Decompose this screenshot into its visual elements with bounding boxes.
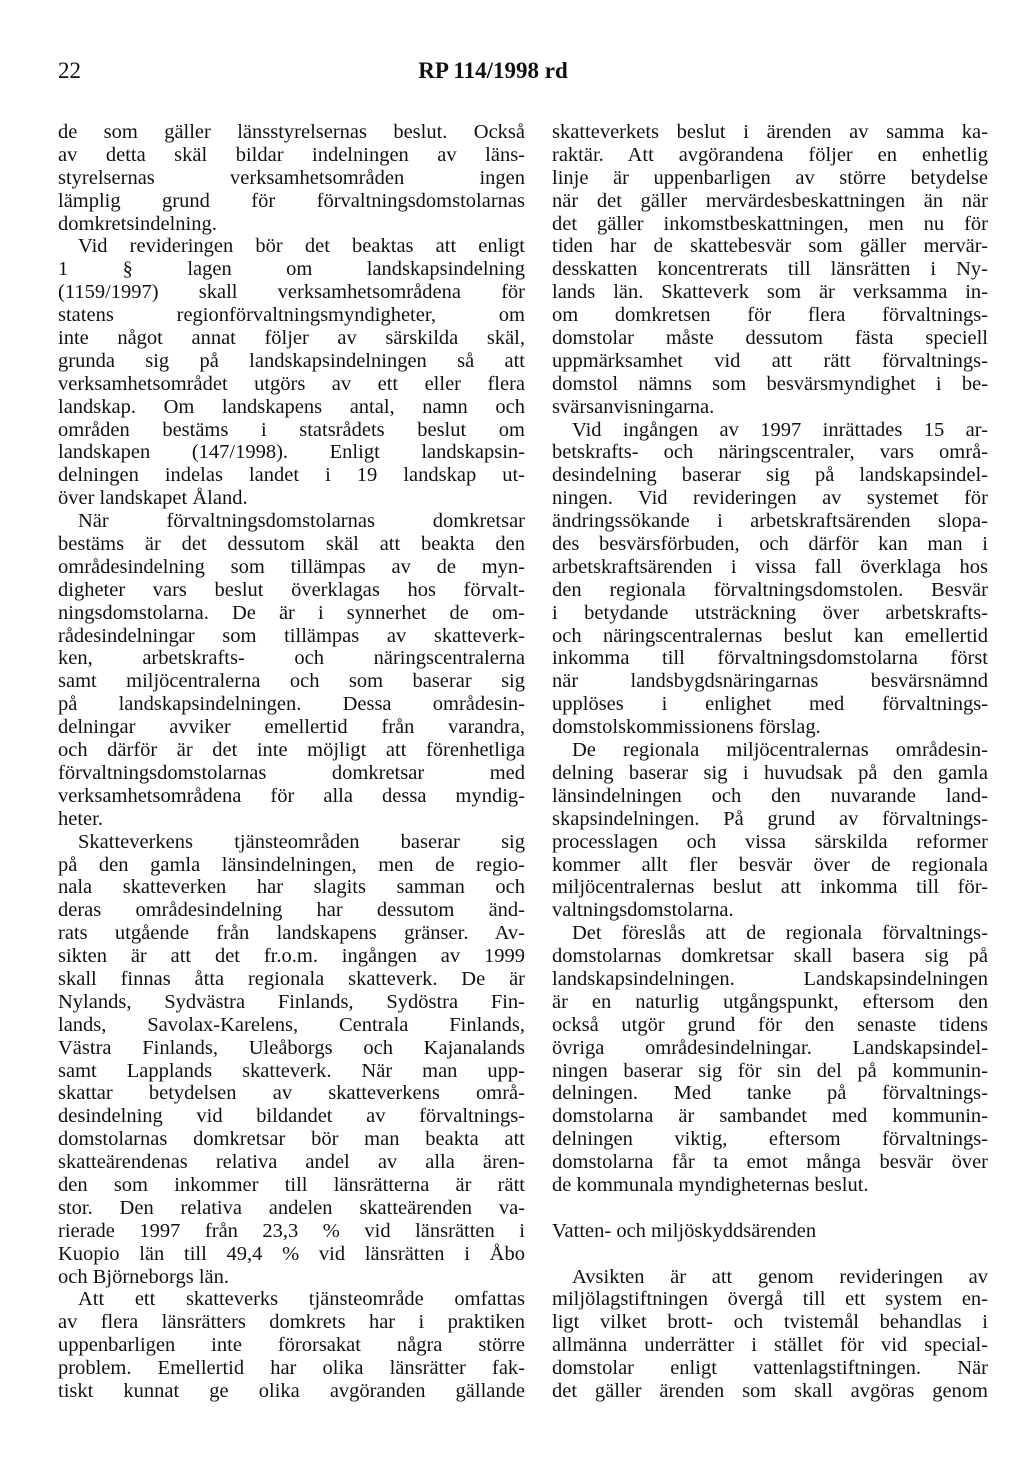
text-line: svärsanvisningarna. — [552, 395, 715, 418]
text-line: delningen indelas landet i 19 landskap ut- — [58, 464, 525, 487]
page-header — [58, 58, 968, 92]
text-line: verksamhetsområdet utgörs av ett eller flera — [58, 372, 525, 395]
text-line: om domkretsen för flera förvaltnings- — [552, 304, 988, 327]
text-line: domstolarna är sambandet med kommunin- — [552, 1105, 988, 1128]
text-line: av detta skäl bildar indelningen av läns- — [58, 143, 525, 166]
text-line: på den gamla länsindelningen, men de regio- — [58, 853, 525, 876]
page-number: 22 — [58, 58, 81, 83]
text-line: stor. Den relativa andelen skatteärenden va- — [58, 1196, 525, 1219]
text-line: miljölagstiftningen övergå till ett system en- — [552, 1288, 988, 1311]
text-line: det gäller ärenden som skall avgöras genom — [552, 1379, 988, 1402]
text-line: grunda sig på landskapsindelningen så att — [58, 349, 525, 372]
text-line: miljöcentralernas beslut att inkomma till för- — [552, 876, 988, 899]
text-line: när landsbygdsnäringarnas besvärsnämnd — [552, 670, 988, 693]
right-column — [552, 121, 988, 1403]
text-line: arbetskraftsärenden i vissa fall överklaga hos — [552, 555, 988, 578]
text-line: heter. — [58, 807, 103, 830]
text-line: de som gäller länsstyrelsernas beslut. Också — [58, 121, 525, 143]
text-line: tiskt kunnat ge olika avgöranden gällande — [58, 1379, 525, 1402]
text-line: När förvaltningsdomstolarnas domkretsar — [78, 510, 525, 533]
text-line: domkretsindelning. — [58, 212, 217, 235]
text-line: den regionala förvaltningsdomstolen. Besvär — [552, 578, 988, 601]
paragraph-gap — [552, 1197, 988, 1220]
text-line: uppenbarligen inte förorsakat några större — [58, 1334, 525, 1357]
text-line: raktär. Att avgörandena följer en enhetlig — [552, 143, 988, 166]
text-line: skattar betydelsen av skatteverkens områ- — [58, 1082, 525, 1105]
text-line: ken, arbetskrafts- och näringscentralerna — [58, 647, 525, 670]
text-line: uppmärksamhet vid att rätt förvaltnings- — [552, 349, 988, 372]
text-line: ningsdomstolarna. De är i synnerhet de om- — [58, 601, 525, 624]
text-line: delning baserar sig i huvudsak på den gamla — [552, 761, 988, 784]
text-line: skatteärendenas relativa andel av alla ären- — [58, 1151, 525, 1174]
text-line: desskatten koncentrerats till länsrätten i Ny- — [552, 258, 988, 281]
text-line: skapsindelningen. På grund av förvaltnings- — [552, 807, 988, 830]
text-line: Det föreslås att de regionala förvaltnings- — [572, 922, 988, 945]
text-line: på landskapsindelningen. Dessa områdesin- — [58, 693, 525, 716]
text-line: (1159/1997) skall verksamhetsområdena för — [58, 281, 525, 304]
text-line: skall finnas åtta regionala skatteverk. De är — [58, 967, 525, 990]
text-line: betskrafts- och näringscentraler, vars områ- — [552, 441, 988, 464]
text-line: kommer allt fler besvär över de regionala — [552, 853, 988, 876]
text-line: sikten är att det fr.o.m. ingången av 1999 — [58, 945, 525, 968]
text-line: Avsikten är att genom revideringen av — [572, 1265, 988, 1288]
text-line: Västra Finlands, Uleåborgs och Kajanalands — [58, 1036, 525, 1059]
text-line: Skatteverkens tjänsteområden baserar sig — [78, 830, 525, 853]
left-column — [58, 121, 525, 1403]
text-line: ligt vilket brott- och tvistemål behandlas i — [552, 1311, 988, 1334]
text-line: desindelning vid bildandet av förvaltnings- — [58, 1105, 525, 1128]
text-line: domstolar måste dessutom fästa speciell — [552, 327, 988, 350]
text-line: delningen viktig, eftersom förvaltnings- — [552, 1128, 988, 1151]
text-line: bestäms är det dessutom skäl att beakta den — [58, 533, 525, 556]
text-line: rådesindelningar som tillämpas av skatteverk- — [58, 624, 525, 647]
text-line: rats utgående från landskapens gränser. Av- — [58, 922, 525, 945]
text-line: av flera länsrätters domkrets har i praktiken — [58, 1311, 525, 1334]
text-line: Kuopio län till 49,4 % vid länsrätten i Åbo — [58, 1242, 525, 1265]
text-line: desindelning baserar sig på landskapsindel- — [552, 464, 988, 487]
text-line: övriga områdesindelningar. Landskapsindel- — [552, 1036, 988, 1059]
text-line: tiden har de skattebesvär som gäller mervär- — [552, 235, 988, 258]
text-line: är en naturlig utgångspunkt, eftersom den — [552, 990, 988, 1013]
text-line: lands, Savolax-Karelens, Centrala Finlands, — [58, 1013, 525, 1036]
text-line: delningen. Med tanke på förvaltnings- — [552, 1082, 988, 1105]
text-line: statens regionförvaltningsmyndigheter, om — [58, 304, 525, 327]
text-line: landskap. Om landskapens antal, namn och — [58, 395, 525, 418]
text-line: landskapsindelningen. Landskapsindelningen — [552, 967, 988, 990]
text-line: över landskapet Åland. — [58, 487, 248, 510]
text-line: upplöses i enlighet med förvaltnings- — [552, 693, 988, 716]
text-line: problem. Emellertid har olika länsrätter fak- — [58, 1357, 525, 1380]
paragraph-gap — [552, 1243, 988, 1266]
text-line: förvaltningsdomstolarnas domkretsar med — [58, 761, 525, 784]
text-line: i betydande utsträckning över arbetskrafts- — [552, 601, 988, 624]
text-line: nala skatteverken har slagits samman och — [58, 876, 525, 899]
text-line: domstolarna får ta emot många besvär över — [552, 1151, 988, 1174]
text-line: domstolar enligt vattenlagstiftningen. När — [552, 1357, 988, 1380]
text-line: och därför är det inte möjligt att förenhetliga — [58, 739, 525, 762]
text-line: områdesindelning som tillämpas av de myn- — [58, 555, 525, 578]
text-line: och Björneborgs län. — [58, 1265, 229, 1288]
text-line: digheter vars beslut överklagas hos förvalt- — [58, 578, 525, 601]
text-line: det gäller inkomstbeskattningen, men nu för — [552, 212, 988, 235]
text-line: domstolarnas domkretsar bör man beakta att — [58, 1128, 525, 1151]
text-line: ningen. Vid revideringen av systemet för — [552, 487, 988, 510]
text-line: lämplig grund för förvaltningsdomstolarnas — [58, 189, 525, 212]
text-line: 1 § lagen om landskapsindelning — [58, 258, 525, 281]
text-line: områden bestäms i statsrådets beslut om — [58, 418, 525, 441]
text-line: och näringscentralernas beslut kan emellertid — [552, 624, 988, 647]
text-line: länsindelningen och den nuvarande land- — [552, 784, 988, 807]
text-line: samt Lapplands skatteverk. När man upp- — [58, 1059, 525, 1082]
text-line: inkomma till förvaltningsdomstolarna först — [552, 647, 988, 670]
text-line: Vid ingången av 1997 inrättades 15 ar- — [572, 418, 988, 441]
text-line: också utgör grund för den senaste tidens — [552, 1013, 988, 1036]
text-line: deras områdesindelning har dessutom änd- — [58, 899, 525, 922]
document-reference: RP 114/1998 rd — [418, 58, 568, 83]
text-line: allmänna underrätter i stället för vid special- — [552, 1334, 988, 1357]
text-line: lands län. Skatteverk som är verksamma in- — [552, 281, 988, 304]
text-line: de kommunala myndigheternas beslut. — [552, 1173, 869, 1196]
text-line: valtningsdomstolarna. — [552, 899, 734, 922]
text-line: den som inkommer till länsrätterna är rätt — [58, 1173, 525, 1196]
text-line: domstol nämns som besvärsmyndighet i be- — [552, 372, 988, 395]
text-line: linje är uppenbarligen av större betydelse — [552, 166, 988, 189]
text-line: Att ett skatteverks tjänsteområde omfattas — [78, 1288, 525, 1311]
text-line: Nylands, Sydvästra Finlands, Sydöstra Fin- — [58, 990, 525, 1013]
text-line: styrelsernas verksamhetsområden ingen — [58, 166, 525, 189]
text-line: De regionala miljöcentralernas områdesin- — [572, 739, 988, 762]
text-line: samt miljöcentralerna och som baserar sig — [58, 670, 525, 693]
text-line: domstolarnas domkretsar skall basera sig på — [552, 945, 988, 968]
text-line: Vid revideringen bör det beaktas att enligt — [78, 235, 525, 258]
text-line: ändringssökande i arbetskraftsärenden slopa- — [552, 510, 988, 533]
text-line: skatteverkets beslut i ärenden av samma ka- — [552, 121, 988, 143]
text-line: landskapen (147/1998). Enligt landskapsin- — [58, 441, 525, 464]
text-line: domstolskommissionens förslag. — [552, 716, 821, 739]
text-line: processlagen och vissa särskilda reformer — [552, 830, 988, 853]
text-line: rierade 1997 från 23,3 % vid länsrätten i — [58, 1219, 525, 1242]
text-line: när det gäller mervärdesbeskattningen än när — [552, 189, 988, 212]
text-line: inte något annat följer av särskilda skäl, — [58, 327, 525, 350]
text-line: delningar avviker emellertid från varandra, — [58, 716, 525, 739]
text-line: verksamhetsområdena för alla dessa myndig- — [58, 784, 525, 807]
section-heading: Vatten- och miljöskyddsärenden — [552, 1219, 817, 1242]
text-line: des besvärsförbuden, och därför kan man i — [552, 533, 988, 556]
text-line: ningen baserar sig för sin del på kommunin- — [552, 1059, 988, 1082]
